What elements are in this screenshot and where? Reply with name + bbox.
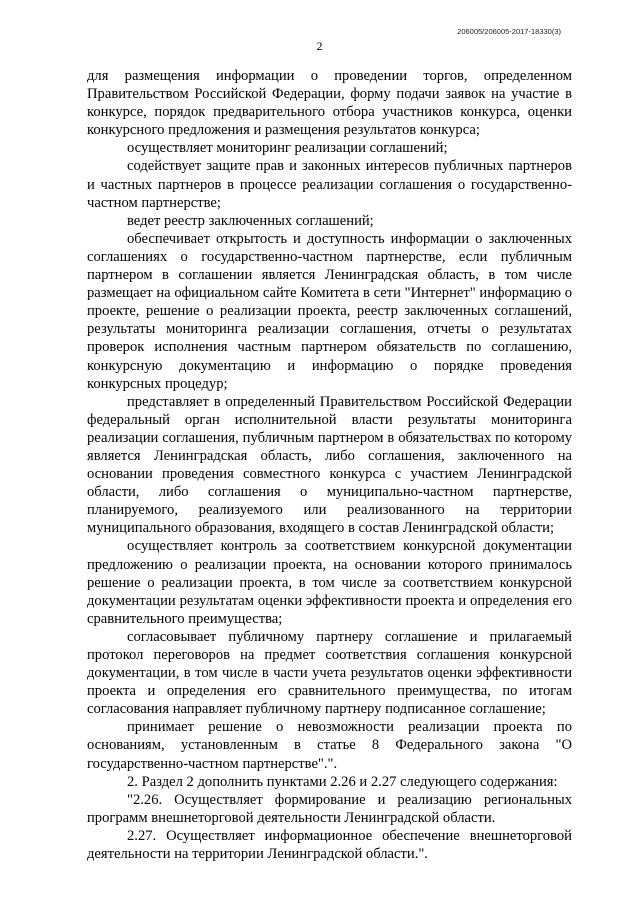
paragraph: ведет реестр заключенных соглашений; <box>127 212 374 229</box>
paragraph: принимает решение о невозможности реализации проекта по основаниям, установленным в статье 8 Федерального закона "О государственно-частном партнерстве".". <box>87 719 572 772</box>
paragraph: "2.26. Осуществляет формирование и реализацию региональных программ внешнеторговой деятельности Ленинградской области. <box>87 791 572 826</box>
paragraph: содействует защите прав и законных интересов публичных партнеров и частных партнеров в процессе реализации соглашения о государственно-частном партнерстве; <box>87 158 572 211</box>
paragraph: обеспечивает открытость и доступность информации о заключенных соглашениях о государственно-частном партнерстве, если публичным партнером в соглашении является Ленинградская область, в том числе размещает на официальном сайте Комитета в сети "Интернет" информацию о проекте, решение о реализации проекта, реестр заключенных соглашений, результаты мониторинга реализации соглашения, отчеты о результатах проверок исполнения частным партнером обязательств по соглашению, конкурсную документацию и информацию о порядке проведения конкурсных процедур; <box>87 230 572 392</box>
paragraph: осуществляет мониторинг реализации соглашений; <box>127 140 448 157</box>
paragraph: представляет в определенный Правительством Российской Федерации федеральный орган исполнительной власти результаты мониторинга реализации соглашения, публичным партнером в обязательствах по которому является Ленинградская область, либо соглашения, заключенного на основании проведения совместного конкурса с участием Ленинградской области, либо соглашения о муниципально-частном партнерстве, планируемого, реализуемого или реализованного на территории муниципального образования, входящего в состав Ленинградской области; <box>87 393 572 537</box>
page-number: 2 <box>316 39 323 53</box>
paragraph: согласовывает публичному партнеру соглашение и прилагаемый протокол переговоров на предмет соответствия соглашения конкурсной документации, в том числе в части учета результатов оценки эффективности проекта и определения его сравнительного преимущества, по итогам согласования направляет публичному партнеру подписанное соглашение; <box>87 628 572 718</box>
document-id: 206005/206005-2017-18330(3) <box>457 27 561 36</box>
paragraph: осуществляет контроль за соответствием конкурсной документации предложению о реализации проекта, на основании которого принималось решение о реализации проекта, в том числе за соответствием конкурсной документации результатам оценки эффективности проекта и определения его сравнительного преимущества; <box>87 538 572 627</box>
paragraph: 2.27. Осуществляет информационное обеспечение внешнеторговой деятельности на территории Ленинградской области.". <box>87 827 572 863</box>
paragraph: 2. Раздел 2 дополнить пунктами 2.26 и 2.27 следующего содержания: <box>127 773 558 790</box>
document-body <box>87 67 572 863</box>
paragraph: для размещения информации о проведении торгов, определенном Правительством Российской Федерации, форму подачи заявок на участие в конкурсе, порядок предварительного отбора участников конкурса, оценки конкурсного предложения и размещения результатов конкурса; <box>87 68 572 139</box>
